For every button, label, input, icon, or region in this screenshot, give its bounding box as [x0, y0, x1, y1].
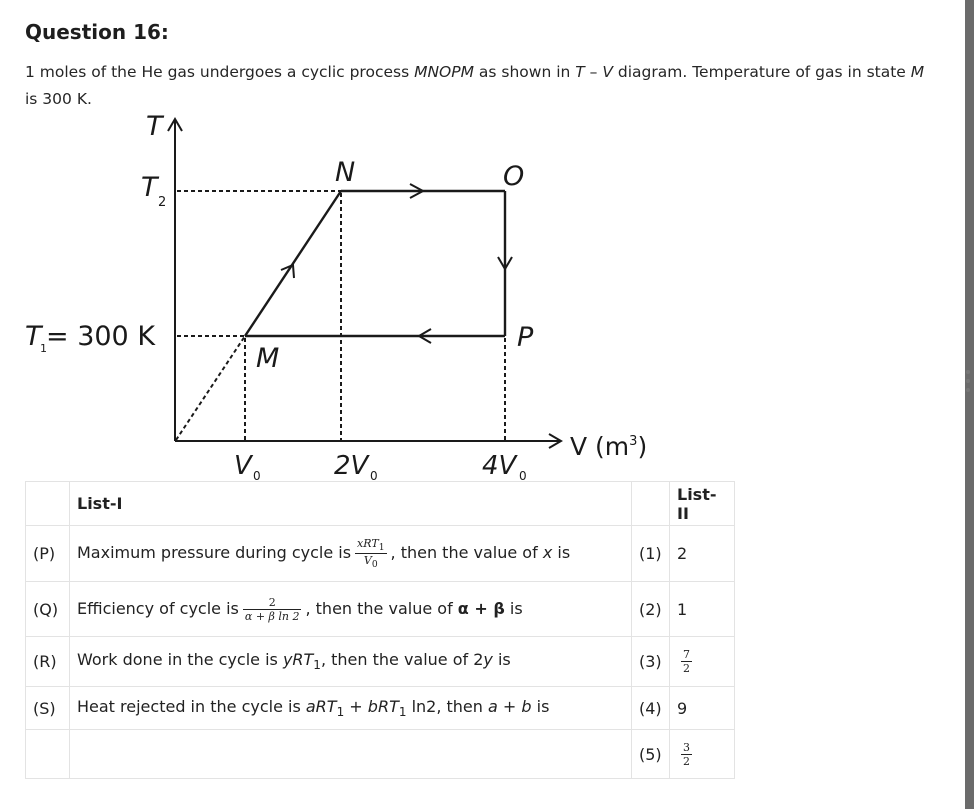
variable: bRT [367, 696, 399, 716]
point-n-label: N [335, 157, 356, 188]
matching-table [25, 481, 735, 779]
statement-text: is [492, 650, 511, 670]
statement-text: , then the value of 2 [320, 650, 484, 670]
row-label: (P) [26, 526, 70, 582]
option-label: (1) [632, 526, 670, 582]
statement-var-v: V [602, 63, 613, 81]
variable: aRT [305, 696, 337, 716]
fraction-denominator: V [363, 554, 372, 567]
table-cell [632, 482, 670, 526]
more-options-icon[interactable] [966, 370, 972, 397]
variable: x [542, 543, 553, 562]
tick-4v0: 4V [482, 451, 517, 481]
row-statement [70, 582, 632, 637]
option-label: (2) [632, 582, 670, 637]
table-cell [26, 730, 70, 779]
t1-label-value: = 300 K [46, 321, 156, 352]
statement-text: + [497, 696, 522, 716]
tick-2v0-sub: 0 [370, 469, 378, 483]
list-2-header: List-II [670, 482, 735, 526]
table-row [26, 582, 735, 637]
option-label: (5) [632, 730, 670, 779]
subscript: 0 [371, 559, 378, 571]
statement-text: diagram. Temperature of gas in state [612, 63, 911, 81]
table-row [26, 687, 735, 730]
fraction [681, 741, 692, 768]
statement-text: is [531, 696, 550, 716]
fraction [681, 648, 692, 675]
point-o-label: O [503, 161, 525, 192]
option-value [670, 637, 735, 687]
fraction [243, 596, 302, 623]
t1-label: T [25, 321, 42, 352]
tick-2v0: 2V [334, 451, 369, 481]
subscript: 1 [398, 705, 407, 720]
statement-var-m: M [910, 63, 925, 81]
statement-text: is [504, 598, 523, 618]
fraction-numerator: 3 [683, 740, 690, 754]
statement-process: MNOPM [414, 63, 474, 81]
table-row [26, 637, 735, 687]
table-row [26, 730, 735, 779]
option-label: (3) [632, 637, 670, 687]
subscript: 1 [313, 658, 321, 673]
fraction-denominator: 2 [683, 662, 690, 675]
table-cell [70, 730, 632, 779]
t-axis-label: T [146, 111, 163, 142]
scrollbar[interactable] [965, 0, 974, 809]
list-1-header: List-I [70, 482, 632, 526]
t1-label-sub: 1 [40, 342, 47, 355]
fraction-denominator: 2 [683, 754, 690, 768]
statement-text: 1 moles of the He gas undergoes a cyclic process [25, 63, 415, 81]
variable: yRT [282, 650, 314, 670]
statement-text: is [552, 543, 571, 562]
fraction-denominator [243, 610, 302, 623]
table-cell [26, 482, 70, 526]
statement-text: ln2, then [406, 696, 488, 716]
option-value: 2 [670, 526, 735, 582]
tick-v0: V [234, 451, 252, 481]
variable: y [483, 650, 493, 670]
v-axis-label: V $(m^3)$ [570, 432, 648, 461]
origin-extension [176, 336, 245, 440]
row-statement [70, 526, 632, 582]
statement-text: – [584, 63, 603, 81]
statement-text: Work done in the cycle is [77, 650, 283, 670]
fraction-numerator: 7 [683, 648, 690, 661]
tick-4v0-sub: 0 [519, 469, 527, 483]
row-statement [70, 687, 632, 730]
point-m-label: M [256, 343, 280, 374]
statement-text: is 300 K. [25, 90, 92, 108]
subscript: 1 [336, 705, 345, 720]
variable: a [488, 696, 498, 716]
t2-label: T [141, 172, 158, 203]
statement-text: , then the value of [305, 598, 458, 618]
statement-var-t: T [575, 63, 585, 81]
statement-text: Maximum pressure during cycle is [77, 543, 352, 562]
fraction [355, 537, 386, 570]
table-row [26, 526, 735, 582]
row-statement [70, 637, 632, 687]
tick-v0-sub: 0 [253, 469, 261, 483]
statement-text: + [344, 696, 368, 716]
question-title: Question 16: [25, 20, 169, 44]
subscript: 1 [378, 542, 385, 553]
table-header-row [26, 482, 735, 526]
fraction-numerator: 2 [243, 596, 302, 610]
row-label: (Q) [26, 582, 70, 637]
process-mn [245, 191, 341, 336]
option-value [670, 730, 735, 779]
fraction-numerator: xRT [357, 536, 379, 550]
point-p-label: P [517, 322, 534, 353]
t2-label-sub: 2 [158, 195, 167, 210]
option-value: 1 [670, 582, 735, 637]
row-label: (S) [26, 687, 70, 730]
tv-diagram [0, 105, 700, 485]
statement-text: as shown in [473, 63, 576, 81]
statement-text: Heat rejected in the cycle is [77, 696, 306, 716]
variable: b [521, 696, 532, 716]
bold-expression: α + β [457, 598, 505, 618]
statement-text: Efficiency of cycle is [77, 598, 239, 618]
row-label: (R) [26, 637, 70, 687]
option-label: (4) [632, 687, 670, 730]
denominator-text: α + β ln 2 [244, 609, 300, 623]
statement-text: , then the value of [390, 543, 543, 562]
option-value: 9 [670, 687, 735, 730]
